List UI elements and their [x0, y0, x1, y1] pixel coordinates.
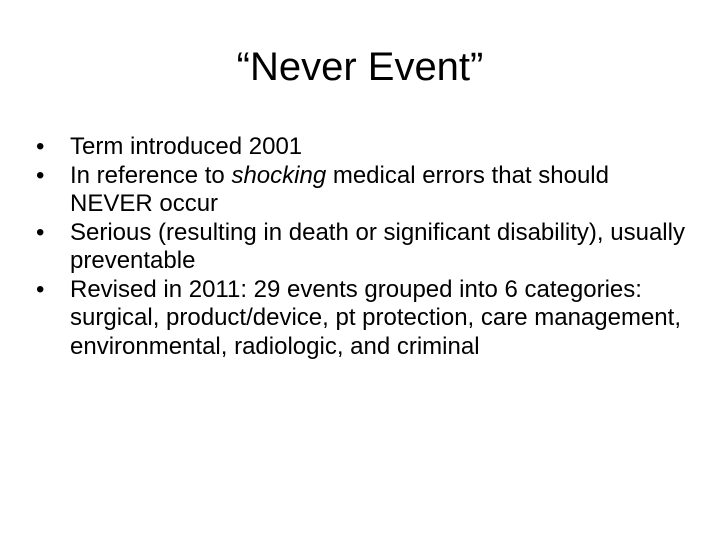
bullet-text-emphasis: shocking [231, 161, 327, 189]
bullet-list [36, 133, 686, 361]
bullet-item-term-introduced [36, 133, 686, 162]
bullet-marker-icon: • [36, 133, 45, 160]
bullet-text-after: medical errors that should NEVER occur [70, 161, 609, 217]
bullet-text: Revised in 2011: 29 events grouped into 6 categories: surgical, product/device, pt protection, care management, environmental, radiologic, and criminal [70, 275, 681, 360]
bullet-text-before: In reference to [70, 161, 232, 189]
bullet-text: Serious (resulting in death or significant disability), usually preventable [70, 218, 685, 274]
bullet-marker-icon: • [36, 218, 45, 246]
bullet-item-revised-2011 [36, 276, 686, 362]
slide-title: “Never Event” [236, 45, 484, 89]
bullet-item-serious [36, 219, 686, 276]
bullet-marker-icon: • [36, 275, 45, 303]
bullet-marker-icon: • [36, 161, 45, 189]
bullet-text: Term introduced 2001 [70, 133, 303, 160]
bullet-item-shocking-errors [36, 162, 686, 219]
